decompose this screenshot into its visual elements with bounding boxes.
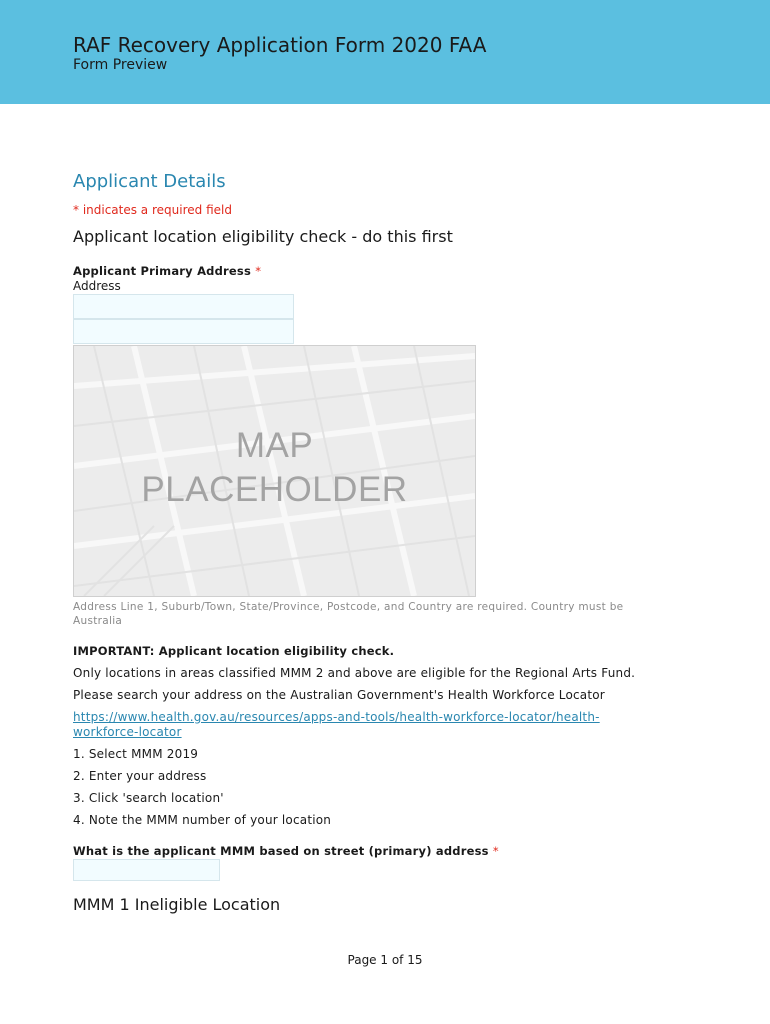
- mmm1-heading: MMM 1 Ineligible Location: [73, 895, 281, 914]
- page-number: Page 1 of 15: [347, 953, 423, 967]
- map-placeholder-line2: PLACEHOLDER: [141, 470, 408, 509]
- map-placeholder-text: [74, 424, 475, 512]
- step-item: 3. Click 'search location': [73, 791, 224, 805]
- required-star: *: [492, 844, 499, 858]
- eligibility-text-2: Please search your address on the Australian Government's Health Workforce Locator: [73, 688, 605, 702]
- step-item: 2. Enter your address: [73, 769, 207, 783]
- step-item: 4. Note the MMM number of your location: [73, 813, 332, 827]
- form-subtitle: Form Preview: [73, 57, 168, 73]
- important-heading: IMPORTANT: Applicant location eligibility check.: [73, 644, 395, 658]
- eligibility-sub-heading: Applicant location eligibility check - do this first: [73, 227, 453, 246]
- address-line1-input[interactable]: [73, 294, 294, 319]
- address-line2-input[interactable]: [73, 319, 294, 344]
- map-placeholder[interactable]: [73, 345, 476, 597]
- required-star: *: [255, 264, 262, 278]
- form-header: [0, 0, 770, 104]
- form-title: RAF Recovery Application Form 2020 FAA: [73, 33, 487, 57]
- step-item: 1. Select MMM 2019: [73, 747, 199, 761]
- map-placeholder-line1: MAP: [235, 426, 314, 465]
- address-field-label: [73, 264, 261, 278]
- mmm-label-text: What is the applicant MMM based on street (primary) address: [73, 844, 489, 858]
- address-hint: Address Line 1, Suburb/Town, State/Province, Postcode, and Country are required. Country must be Australia: [73, 601, 624, 627]
- mmm-field-label: [73, 844, 499, 858]
- required-note: * indicates a required field: [73, 203, 232, 217]
- health-workforce-locator-link[interactable]: https://www.health.gov.au/resources/apps-and-tools/health-workforce-locator/health-workforce-locator: [73, 710, 600, 739]
- eligibility-text-1: Only locations in areas classified MMM 2 and above are eligible for the Regional Arts Fund.: [73, 666, 636, 680]
- address-label-text: Applicant Primary Address: [73, 264, 251, 278]
- section-title: Applicant Details: [73, 171, 226, 192]
- mmm-input[interactable]: [73, 859, 220, 881]
- address-sub-label: Address: [73, 279, 121, 293]
